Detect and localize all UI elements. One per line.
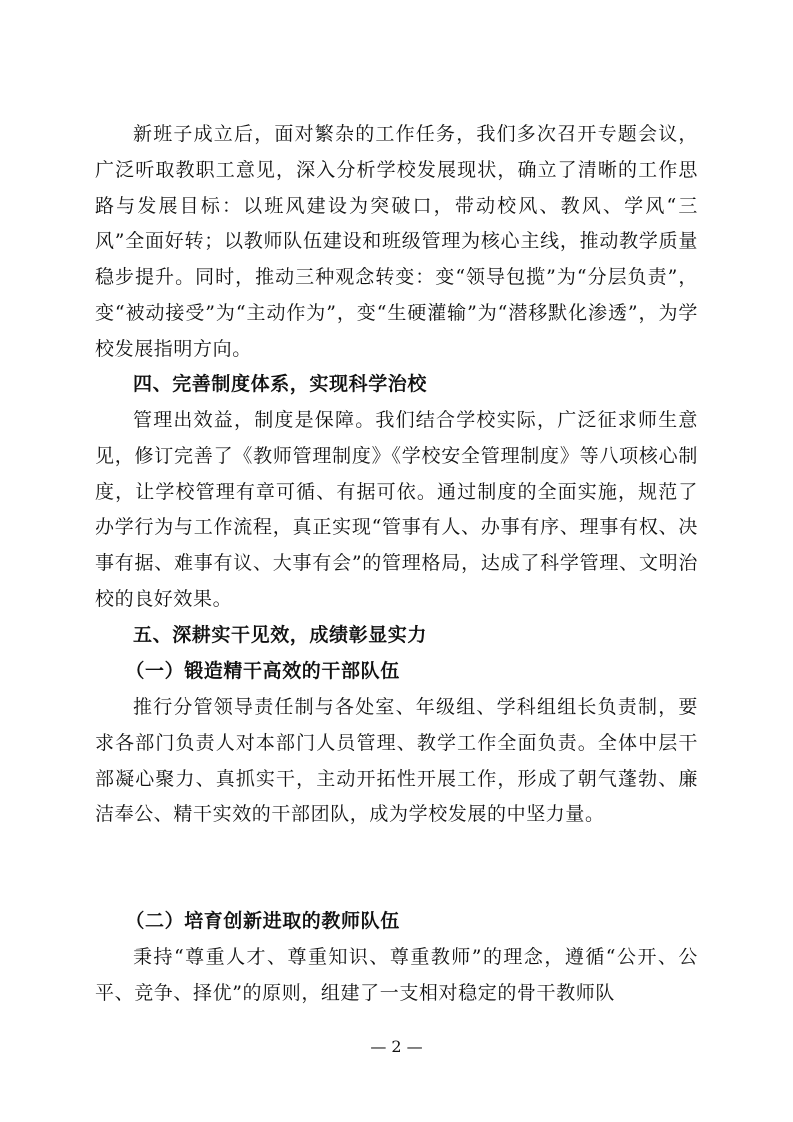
paragraph-system: 管理出效益，制度是保障。我们结合学校实际，广泛征求师生意见，修订完善了《教师管理制度》《学校安全管理制度》等八项核心制度，让学校管理有章可循、有据可依。通过制度的全面实施，规范了办学行为与工作流程，真正实现“管事有人、办事有序、理事有权、决事有据、难事有议、大事有会”的管理格局，达成了科学管理、文明治校的良好效果。: [95, 409, 698, 610]
paragraph-teacher-team: 秉持“尊重人才、尊重知识、尊重教师”的理念，遵循“公开、公平、竞争、择优”的原则，组建了一支相对稳定的骨干教师队: [95, 946, 698, 1004]
page-number: — 2 —: [370, 1037, 423, 1056]
paragraph-cadre-team: 推行分管领导责任制与各处室、年级组、学科组组长负责制，要求各部门负责人对本部门人员管理、教学工作全面负责。全体中层干部凝心聚力、真抓实干，主动开拓性开展工作，形成了朝气蓬勃、廉洁奉公、精干实效的干部团队，成为学校发展的中坚力量。: [95, 696, 698, 826]
subsection-heading-2: （二）培育创新进取的教师队伍: [125, 910, 400, 932]
subsection-heading-1: （一）锻造精干高效的干部队伍: [125, 660, 400, 682]
paragraph-work-plan: 新班子成立后，面对繁杂的工作任务，我们多次召开专题会议，广泛听取教职工意见，深入分析学校发展现状，确立了清晰的工作思路与发展目标：以班风建设为突破口，带动校风、教风、学风“三风”全面好转；以教师队伍建设和班级管理为核心主线，推动教学质量稳步提升。同时，推动三种观念转变：变“领导包揽”为“分层负责”，变“被动接受”为“主动作为”，变“生硬灌输”为“潜移默化渗透”，为学校发展指明方向。: [95, 123, 698, 360]
section-heading-5: 五、深耕实干见效，成绩彰显实力: [133, 624, 428, 646]
section-heading-4: 四、完善制度体系，实现科学治校: [133, 373, 428, 395]
